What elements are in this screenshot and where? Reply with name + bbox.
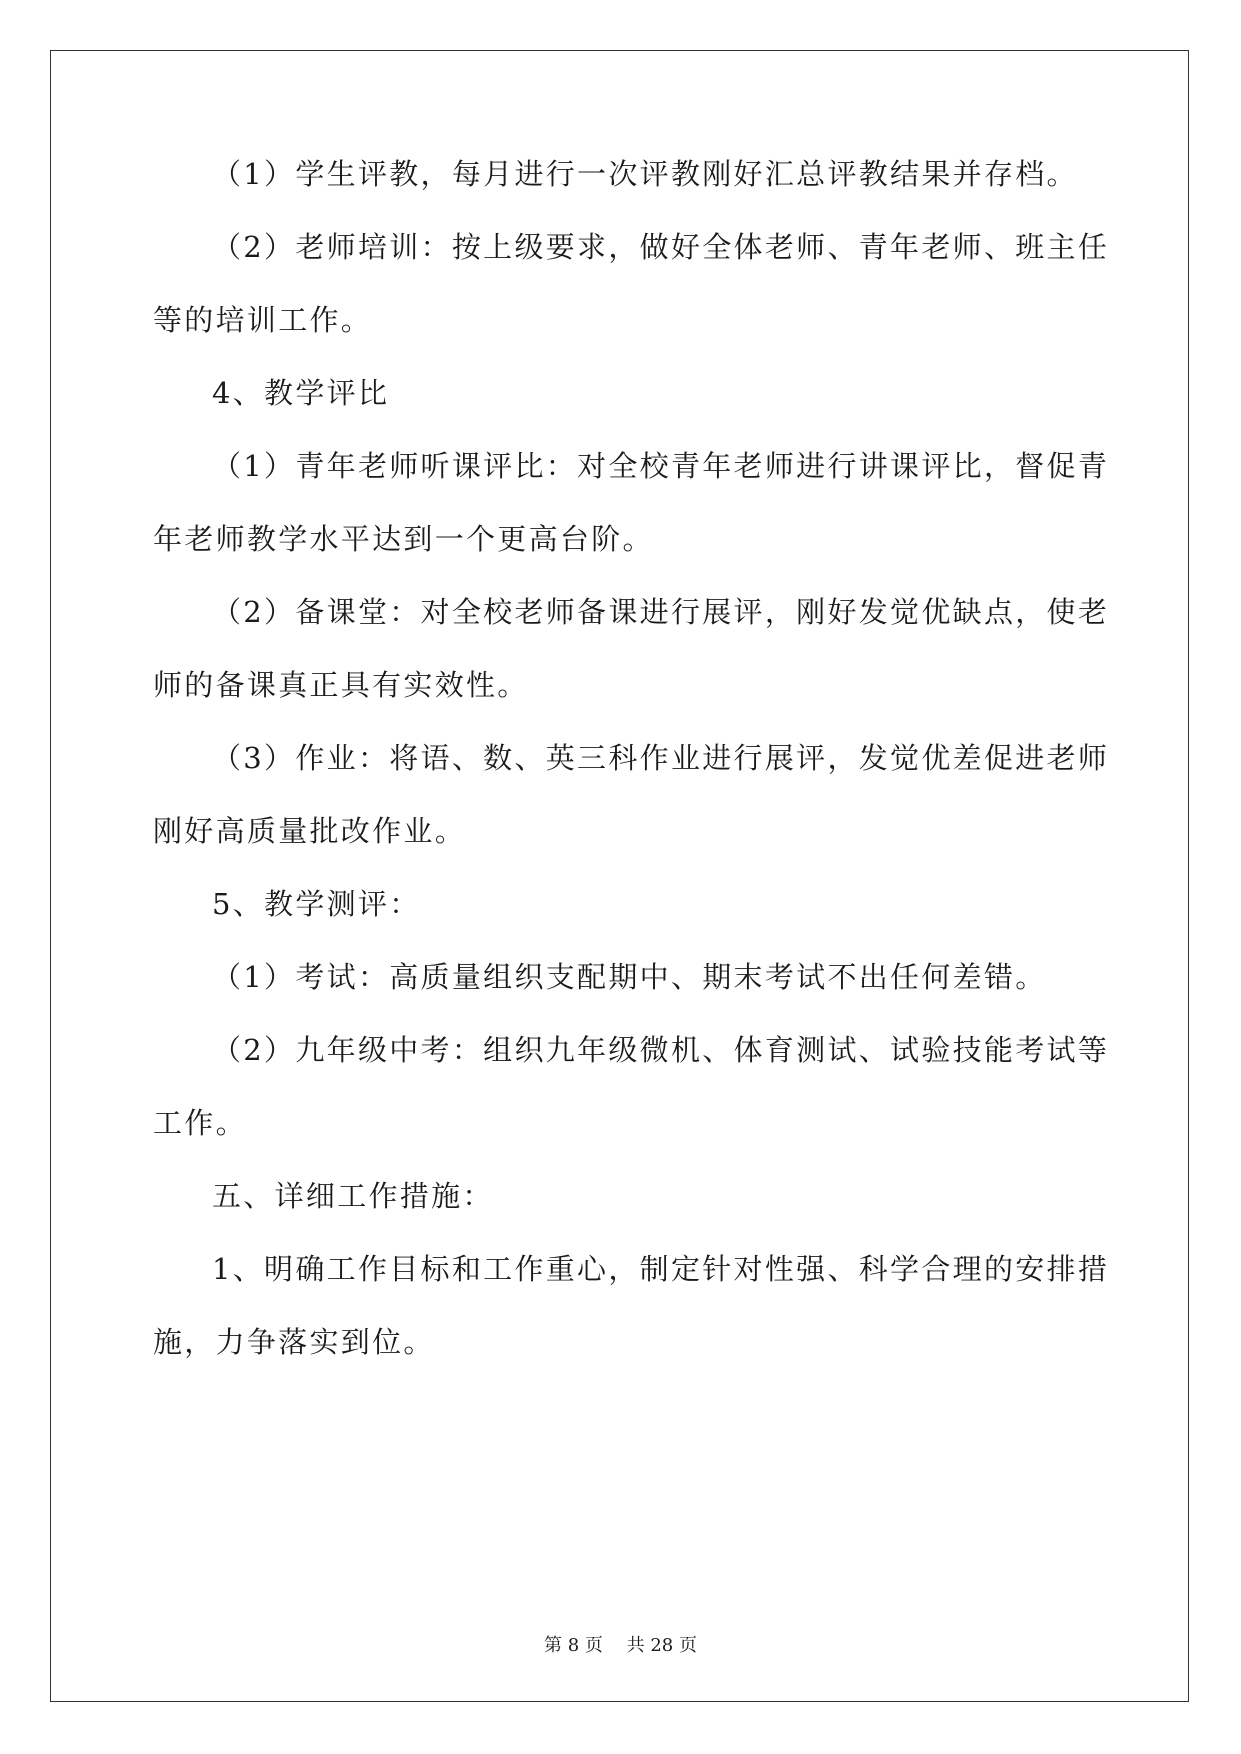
body-line: 刚好高质量批改作业。 (153, 814, 467, 848)
body-line: 1、明确工作目标和工作重心，制定针对性强、科学合理的安排措 (212, 1252, 1110, 1286)
body-line: （3）作业：将语、数、英三科作业进行展评，发觉优差促进老师 (212, 741, 1110, 775)
body-line: 施，力争落实到位。 (153, 1325, 435, 1359)
page-border (50, 50, 1189, 1702)
section-heading: 5、教学测评： (212, 887, 421, 921)
body-line: （2）老师培训：按上级要求，做好全体老师、青年老师、班主任 (212, 230, 1110, 264)
section-heading: 4、教学评比 (212, 376, 390, 410)
body-line: （1）学生评教，每月进行一次评教刚好汇总评教结果并存档。 (212, 157, 1078, 191)
body-line: 工作。 (153, 1106, 247, 1140)
body-line: （2）备课堂：对全校老师备课进行展评，刚好发觉优缺点，使老 (212, 595, 1110, 629)
body-line: 师的备课真正具有实效性。 (153, 668, 529, 702)
body-line: 等的培训工作。 (153, 303, 373, 337)
body-line: （1）青年老师听课评比：对全校青年老师进行讲课评比，督促青 (212, 449, 1110, 483)
page-number-footer: 第 8 页 共 28 页 (544, 1635, 697, 1656)
section-heading: 五、详细工作措施： (212, 1179, 494, 1213)
body-line: （2）九年级中考：组织九年级微机、体育测试、试验技能考试等 (212, 1033, 1110, 1067)
body-line: （1）考试：高质量组织支配期中、期末考试不出任何差错。 (212, 960, 1047, 994)
body-line: 年老师教学水平达到一个更高台阶。 (153, 522, 654, 556)
